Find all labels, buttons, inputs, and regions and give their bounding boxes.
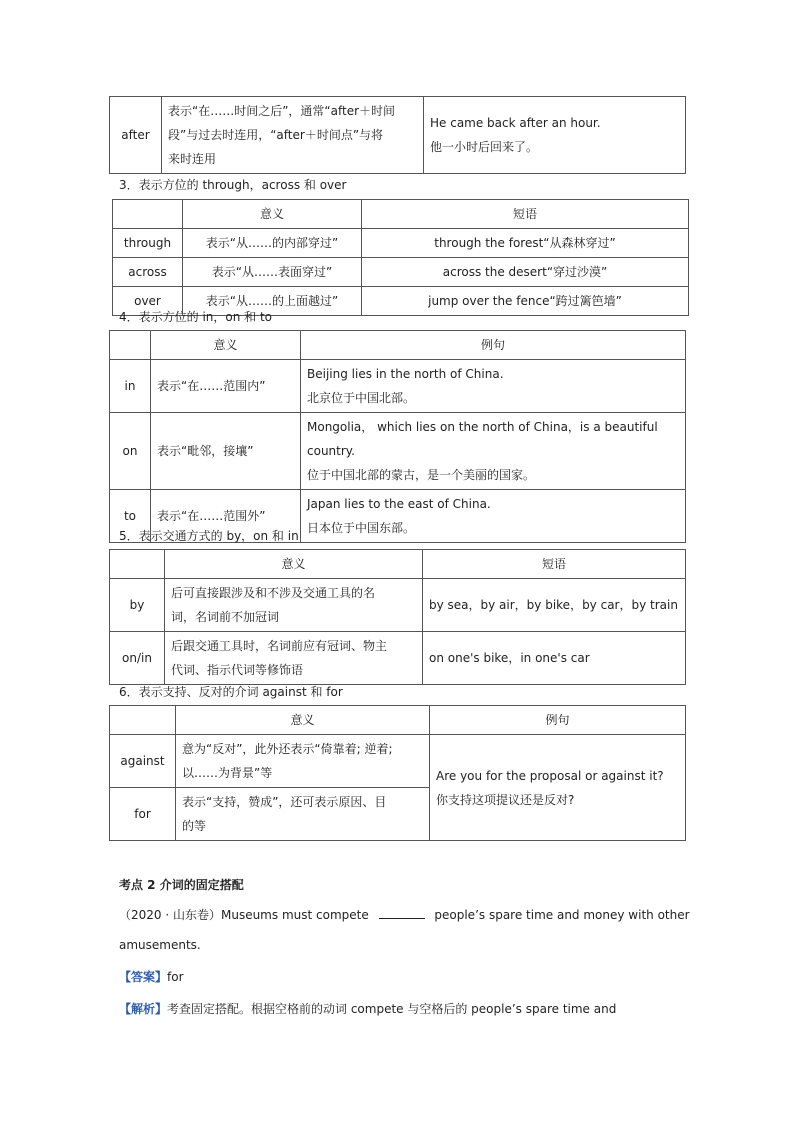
term-cell: through [113, 229, 183, 258]
section-4-title: 4．表示方位的 in，on 和 to [119, 310, 273, 324]
example-line: He came back after an hour. [430, 116, 601, 130]
example-line: Japan lies to the east of China. [307, 497, 491, 511]
section-5-title: 5．表示交通方式的 by，on 和 in [119, 529, 299, 543]
meaning-cell [165, 632, 423, 685]
meaning-cell: 表示“从……的上面越过” [183, 287, 362, 316]
phrase-cell: by sea，by air，by bike，by car，by train [423, 579, 686, 632]
analysis-tag: 【解析】 [119, 1002, 168, 1016]
header-cell: 意义 [183, 200, 362, 229]
example-line: 他一小时后回来了。 [430, 140, 539, 154]
question-text-before: （2020 · 山东卷）Museums must compete [119, 908, 369, 922]
header-cell: 短语 [362, 200, 689, 229]
meaning-cell: 表示“从……表面穿过” [183, 258, 362, 287]
question-line-1 [119, 906, 690, 924]
section-3-table [112, 199, 689, 316]
meaning-line: 代词、指示代词等修饰语 [171, 663, 304, 677]
header-cell [110, 706, 176, 735]
table-row [110, 735, 686, 788]
point-2-title: 考点 2 介词的固定搭配 [119, 878, 244, 892]
example-line: Are you for the proposal or against it? [436, 768, 664, 783]
phrase-cell: on one's bike，in one's car [423, 632, 686, 685]
meaning-line: 的等 [182, 819, 207, 833]
table-header-row [110, 550, 686, 579]
answer-blank [379, 906, 425, 919]
table-row [110, 97, 686, 174]
table-header-row [113, 200, 689, 229]
term-cell: after [110, 97, 162, 174]
meaning-cell: 表示“从……的内部穿过” [183, 229, 362, 258]
example-line: country. [307, 444, 355, 458]
table-header-row [110, 331, 686, 360]
meaning-cell [176, 788, 430, 841]
question-text-after: people’s spare time and money with other [434, 908, 690, 922]
meaning-line: 后跟交通工具时，名词前应有冠词、物主 [171, 639, 388, 653]
section-3-title: 3．表示方位的 through，across 和 over [119, 178, 347, 192]
term-cell: for [110, 788, 176, 841]
example-line: 北京位于中国北部。 [307, 391, 416, 405]
example-line: 你支持这项提议还是反对? [436, 792, 575, 807]
meaning-line: 以……为背景”等 [182, 766, 273, 780]
section-5-table [109, 549, 686, 685]
answer-tag: 【答案】 [119, 970, 168, 984]
meaning-cell: 表示“在……范围外” [151, 490, 301, 543]
header-cell: 意义 [176, 706, 430, 735]
answer-text: for [167, 970, 184, 984]
meaning-cell [176, 735, 430, 788]
header-cell [113, 200, 183, 229]
header-cell: 意义 [151, 331, 301, 360]
meaning-line: 表示“在……时间之后”，通常“after＋时间 [168, 104, 396, 118]
meaning-line: 意为“反对”，此外还表示“倚靠着; 逆着; [182, 742, 393, 756]
example-line: 位于中国北部的蒙古，是一个美丽的国家。 [307, 468, 536, 482]
meaning-line: 后可直接跟涉及和不涉及交通工具的名 [171, 586, 376, 600]
meaning-line: 段”与过去时连用，“after＋时间点”与将 [168, 128, 384, 142]
table-row [113, 229, 689, 258]
term-cell: by [110, 579, 165, 632]
phrase-cell: jump over the fence“跨过篱笆墙” [362, 287, 689, 316]
term-cell: on/in [110, 632, 165, 685]
meaning-line: 来时连用 [168, 152, 217, 166]
meaning-cell [165, 579, 423, 632]
meaning-cell: 表示“毗邻，接壤” [151, 413, 301, 490]
phrase-cell: across the desert“穿过沙漠” [362, 258, 689, 287]
example-line: 日本位于中国东部。 [307, 521, 416, 535]
table-row [110, 632, 686, 685]
example-cell [301, 360, 686, 413]
answer-line [119, 968, 184, 986]
section-6-table [109, 705, 686, 841]
term-cell: to [110, 490, 151, 543]
term-cell: on [110, 413, 151, 490]
header-cell: 例句 [430, 706, 686, 735]
section-6-title: 6．表示支持、反对的介词 against 和 for [119, 685, 343, 699]
section-4-table [109, 330, 686, 543]
analysis-line [119, 1000, 616, 1018]
example-cell [301, 490, 686, 543]
after-table [109, 96, 686, 174]
header-cell [110, 550, 165, 579]
header-cell: 例句 [301, 331, 686, 360]
meaning-line: 表示“支持，赞成”，还可表示原因、目 [182, 795, 387, 809]
meaning-cell: 表示“在……范围内” [151, 360, 301, 413]
analysis-text: 考查固定搭配。根据空格前的动词 compete 与空格后的 people’s spare time and [167, 1002, 617, 1016]
example-cell [430, 735, 686, 841]
meaning-line: 词，名词前不加冠词 [171, 610, 280, 624]
term-cell: over [113, 287, 183, 316]
meaning-cell [162, 97, 424, 174]
header-cell: 意义 [165, 550, 423, 579]
term-cell: against [110, 735, 176, 788]
table-header-row [110, 706, 686, 735]
example-cell [301, 413, 686, 490]
phrase-cell: through the forest“从森林穿过” [362, 229, 689, 258]
header-cell: 短语 [423, 550, 686, 579]
table-row [113, 258, 689, 287]
example-cell [424, 97, 686, 174]
example-line: Beijing lies in the north of China. [307, 367, 504, 381]
example-line: Mongolia， which lies on the north of China，is a beautiful [307, 420, 658, 434]
table-row [110, 579, 686, 632]
term-cell: in [110, 360, 151, 413]
term-cell: across [113, 258, 183, 287]
question-line-2: amusements. [119, 938, 201, 952]
table-row [110, 360, 686, 413]
table-row [110, 413, 686, 490]
header-cell [110, 331, 151, 360]
